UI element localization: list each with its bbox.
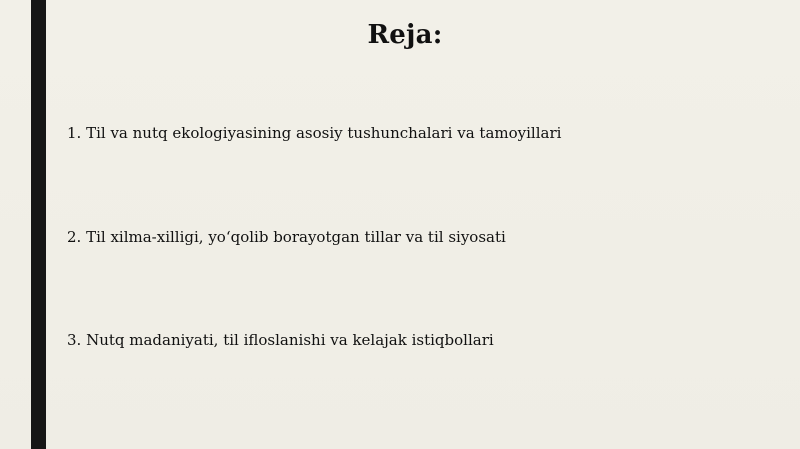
plan-item-2: 2. Til xilma-xilligi, yo‘qolib borayotgan tillar va til siyosati: [67, 228, 506, 246]
slide-title: Reja:: [367, 20, 443, 50]
plan-item-3: 3. Nutq madaniyati, til ifloslanishi va kelajak istiqbollari: [67, 331, 494, 349]
accent-bar: [31, 0, 46, 449]
plan-item-1: 1. Til va nutq ekologiyasining asosiy tushunchalari va tamoyillari: [67, 124, 562, 142]
